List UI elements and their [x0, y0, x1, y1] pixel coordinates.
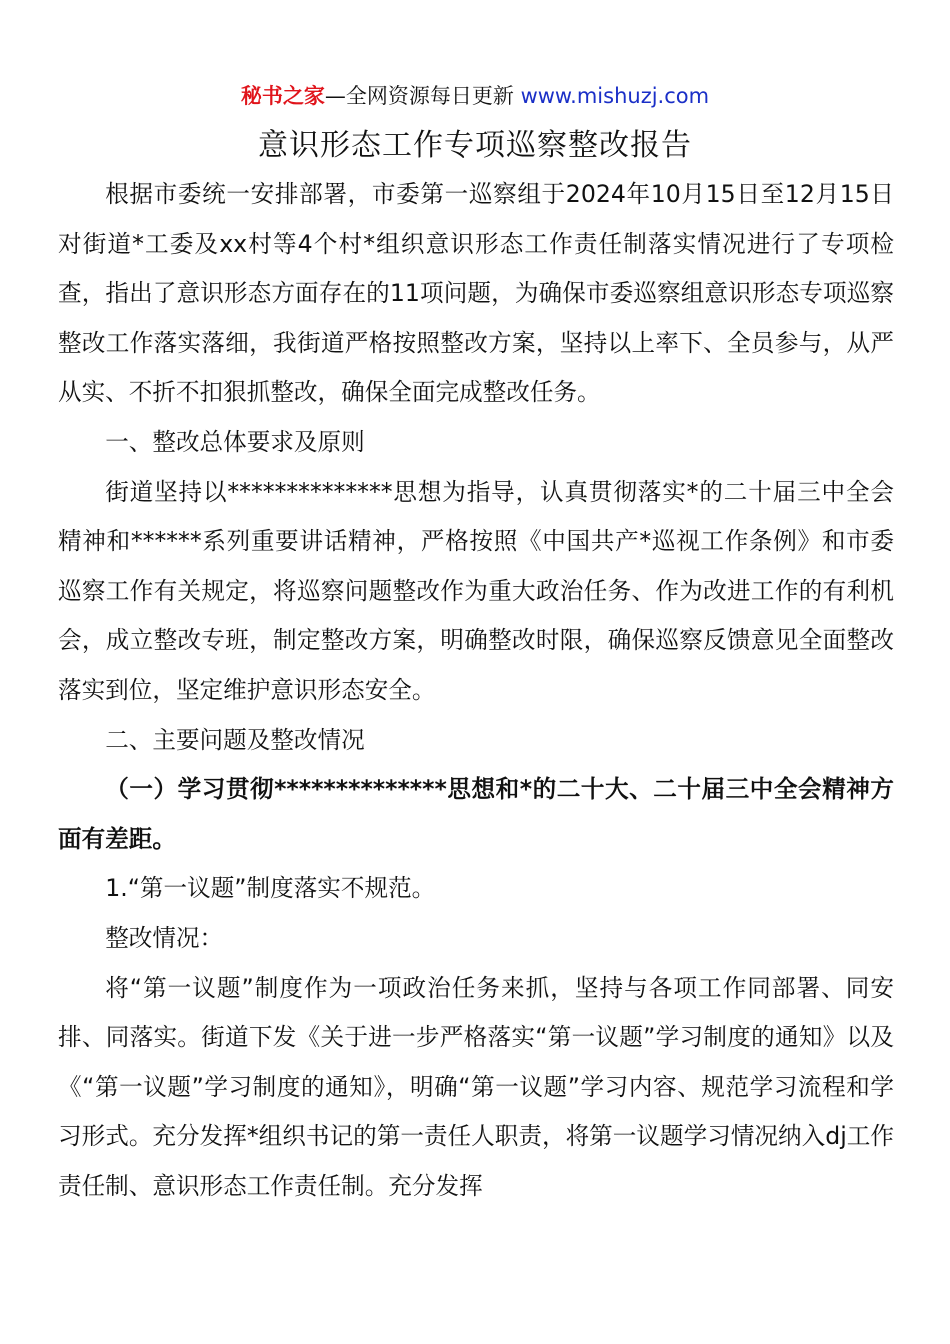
problem-item-1: 1.“第一议题”制度落实不规范。: [105, 874, 436, 903]
brand-name: 秘书之家: [240, 84, 325, 108]
site-header: [0, 80, 950, 112]
site-url-link[interactable]: www.mishuzj.com: [520, 84, 710, 108]
header-tagline: —全网资源每日更新: [324, 84, 514, 108]
rectification-label: 整改情况：: [105, 923, 224, 952]
section-heading-2: 二、主要问题及整改情况: [105, 725, 365, 754]
subsection-heading-1: （一）学习贯彻**************思想和*的二十大、二十届三中全会精神方面有差距。: [58, 775, 894, 853]
section-heading-1: 一、整改总体要求及原则: [105, 427, 365, 456]
section-1-paragraph: 街道坚持以**************思想为指导，认真贯彻落实*的二十届三中全会精神和******系列重要讲话精神，严格按照《中国共产*巡视工作条例》和市委巡察工作有关规定，将巡察问题整改作为重大政治任务、作为改进工作的有利机会，成立整改专班，制定整改方案，明确整改时限，确保巡察反馈意见全面整改落实到位，坚定维护意识形态安全。: [58, 477, 894, 704]
intro-paragraph: 根据市委统一安排部署，市委第一巡察组于2024年10月15日至12月15日对街道*工委及xx村等4个村*组织意识形态工作责任制落实情况进行了专项检查，指出了意识形态方面存在的11项问题，为确保市委巡察组意识形态专项巡察整改工作落实落细，我街道严格按照整改方案，坚持以上率下、全员参与，从严从实、不折不扣狠抓整改，确保全面完成整改任务。: [58, 180, 894, 407]
rectification-paragraph: 将“第一议题”制度作为一项政治任务来抓，坚持与各项工作同部署、同安排、同落实。街道下发《关于进一步严格落实“第一议题”学习制度的通知》以及《“第一议题”学习制度的通知》，明确“第一议题”学习内容、规范学习流程和学习形式。充分发挥*组织书记的第一责任人职责，将第一议题学习情况纳入dj工作责任制、意识形态工作责任制。充分发挥: [58, 973, 894, 1200]
document-title: 意识形态工作专项巡察整改报告: [258, 128, 692, 163]
document-body: [58, 170, 894, 1211]
